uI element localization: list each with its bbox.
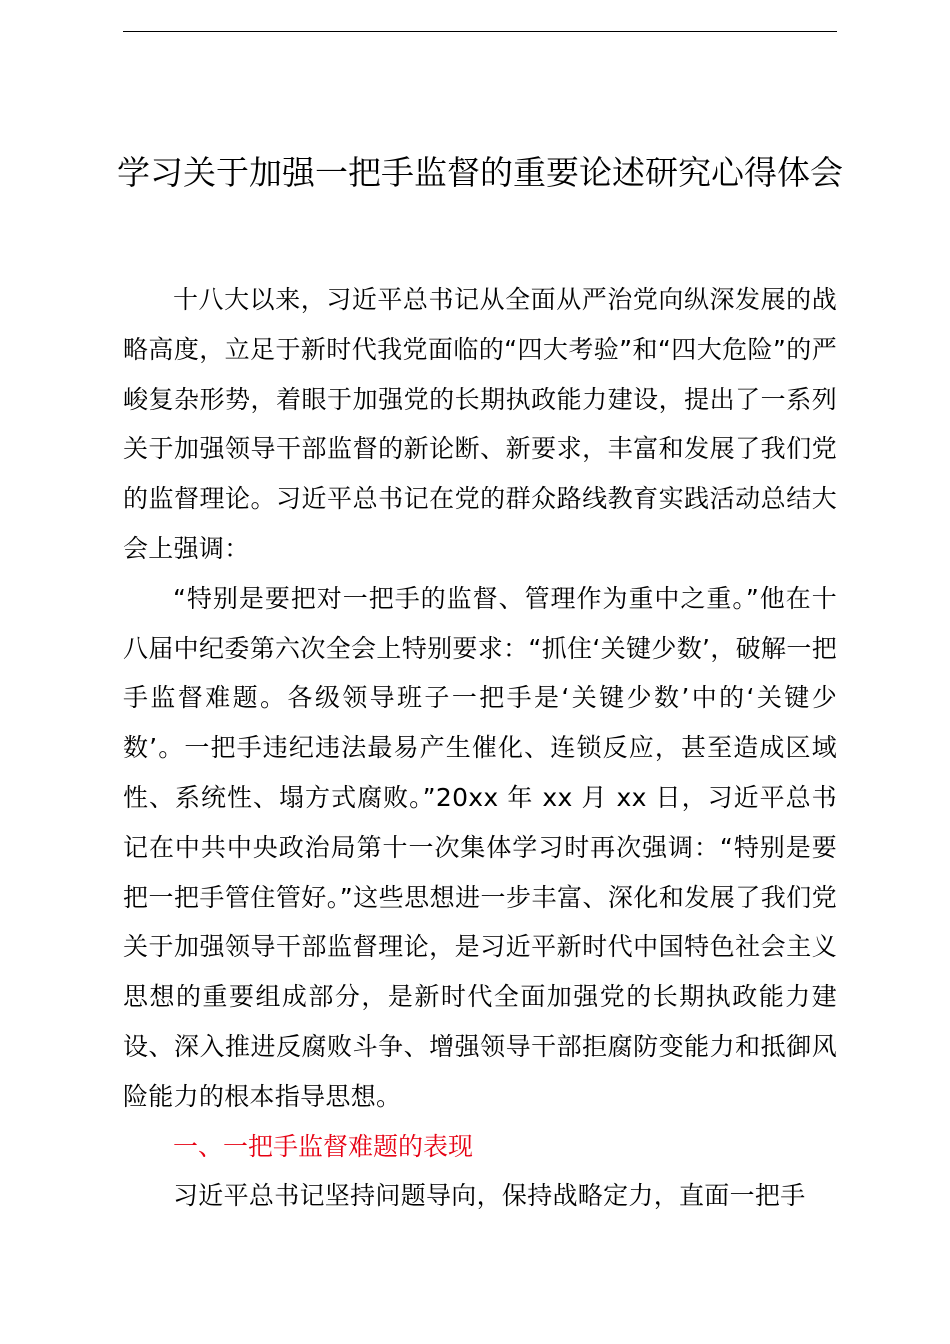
document-title: 学习关于加强一把手监督的重要论述研究心得体会 — [117, 153, 843, 192]
body-paragraph-2: “特别是要把对一把手的监督、管理作为重中之重。”他在十八届中纪委第六次全会上特别要求：“抓住‘关键少数’，破解一把手监督难题。各级领导班子一把手是‘关键少数’中的‘关键少数’。一把手违纪违法最易产生催化、连锁反应，甚至造成区域性、系统性、塌方式腐败。”20xx 年 xx 月 xx 日，习近平总书记在中共中央政治局第十一次集体学习时再次强调：“特别是要把一把手管住管好。”这些思想进一步丰富、深化和发展了我们党关于加强领导干部监督理论，是习近平新时代中国特色社会主义思想的重要组成部分，是新时代全面加强党的长期执政能力建设、深入推进反腐败斗争、增强领导干部拒腐防变能力和抵御风险能力的根本指导思想。 — [123, 583, 837, 1111]
document-body — [123, 275, 837, 1221]
header-rule — [123, 31, 837, 32]
section-heading: 一、一把手监督难题的表现 — [173, 1131, 474, 1161]
body-paragraph-3: 习近平总书记坚持问题导向，保持战略定力，直面一把手 — [173, 1181, 806, 1211]
body-paragraph-1: 十八大以来，习近平总书记从全面从严治党向纵深发展的战略高度，立足于新时代我党面临的“四大考验”和“四大危险”的严峻复杂形势，着眼于加强党的长期执政能力建设，提出了一系列关于加强领导干部监督的新论断、新要求，丰富和发展了我们党的监督理论。习近平总书记在党的群众路线教育实践活动总结大会上强调： — [123, 285, 837, 563]
